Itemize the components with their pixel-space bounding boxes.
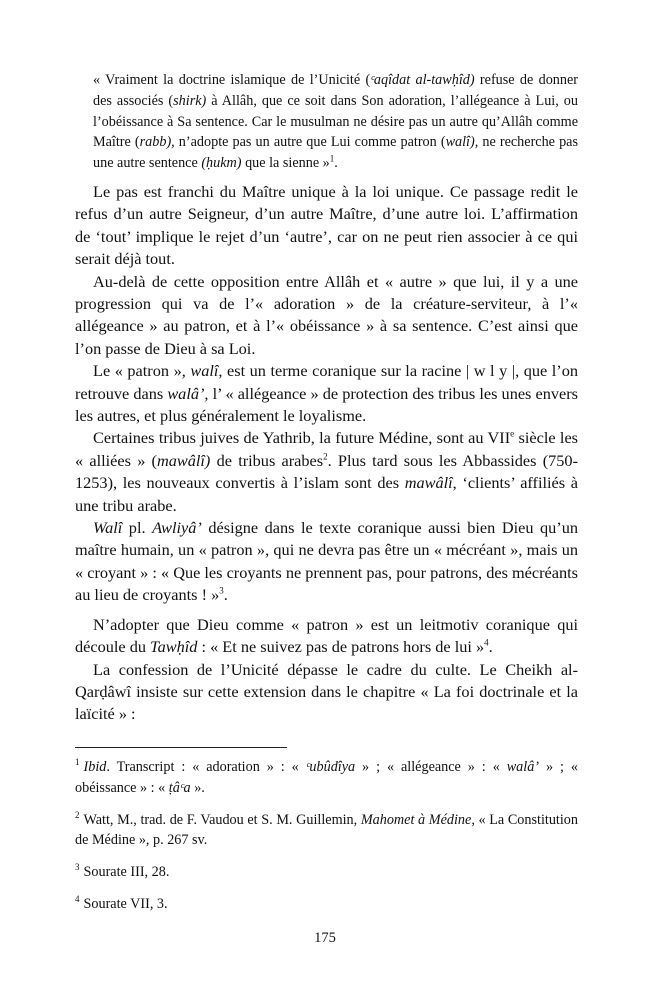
quote-text: n’adopte pas un autre que Lui comme patron ( [174, 134, 446, 151]
text: » ; « obéissance » : « [75, 759, 578, 796]
term: ᶜubûdîya [305, 759, 356, 775]
footnote-ref[interactable]: 3 [219, 585, 224, 596]
paragraph [75, 614, 578, 659]
text: » ; « allégeance » : « [355, 759, 507, 775]
text: , ‘clients’ affiliés à une tribu arabe. [75, 473, 578, 515]
quote-text: « Vraiment la doctrine islamique de l’Unicité ( [93, 72, 371, 88]
page-number: 175 [314, 930, 336, 946]
term: Awliyâ’ [152, 518, 202, 538]
footnote-number: 1 [75, 757, 80, 768]
quote-text: à Allâh, que ce soit dans Son adoration, l’allégeance à Lui, ou l’obéissance à Sa sentence. Car le musulman ne désire pas un autre qu’Allâh comme Maître ( [93, 92, 578, 151]
quote-term: ᶜaqîdat al-tawḥîd) [370, 72, 475, 88]
footnote-ref[interactable]: 4 [484, 637, 489, 648]
term: walî, [190, 361, 223, 381]
paragraph [75, 360, 578, 427]
footnote-number: 4 [75, 894, 80, 905]
quote-term: rabb), [139, 134, 175, 151]
text: pl. [122, 518, 153, 538]
term: mawâlî) [156, 450, 211, 470]
term: ṭâᶜa [168, 779, 191, 796]
footnote-ref[interactable]: 2 [323, 451, 328, 462]
paragraph [75, 427, 578, 517]
quote-term: (ḥukm) [201, 155, 242, 172]
footnote-number: 2 [75, 809, 80, 820]
text: ». [190, 779, 205, 796]
block-quote [93, 70, 578, 174]
main-text [75, 181, 578, 726]
text: siècle les « alliées » ( [75, 428, 579, 470]
term: Walî [93, 518, 123, 538]
footnote [75, 862, 578, 883]
footnote [75, 810, 578, 852]
text: Certaines tribus juives de Yathrib, la future Médine, sont au VII [93, 428, 511, 448]
text: désigne dans le texte coranique aussi bien Dieu qu’un maître humain, un « patron », qui ne devra pas être un « mécréant », mais un « croyant » : « Que les croyants ne prennent pas, pour patrons, des mécréants au lieu de croyants ! » [75, 518, 578, 605]
text: Le « patron », [93, 361, 191, 381]
quote-term: walî), [445, 134, 479, 151]
term: Ibid [83, 759, 107, 775]
term: mawâlî [404, 473, 453, 493]
text: Sourate III, 28. [83, 864, 170, 881]
text: . Plus tard sous les Abbassides (750-1253), les nouveaux convertis à l’islam sont des [75, 450, 578, 493]
footnote [75, 757, 578, 799]
text: de tribus arabes [210, 450, 324, 470]
text: l’ « allégeance » de protection des tribus les unes envers les autres, et plus généralement le loyalisme. [75, 383, 578, 426]
paragraph: Au-delà de cette opposition entre Allâh et « autre » que lui, il y a une progression qui va de l’« adoration » de la créature-serviteur, à l’« allégeance » au patron, et à l’« obéissance » à sa sentence. C’est ainsi que l’on passe de Dieu à sa Loi. [75, 271, 578, 358]
text: est un terme coranique sur la racine | w l y |, que l’on retrouve dans [75, 361, 578, 403]
footnote-ref[interactable]: 1 [329, 153, 335, 164]
quote-term: shirk) [173, 92, 207, 109]
page-body [75, 70, 578, 726]
text: : « Et ne suivez pas de patrons hors de lui » [197, 637, 485, 657]
paragraph: La confession de l’Unicité dépasse le cadre du culte. Le Cheikh al-Qarḍâwî insiste sur cette extension dans le chapitre « La foi doctrinale et la laïcité » : [75, 659, 578, 724]
term: Tawḥîd [150, 637, 198, 657]
text: « La Constitution de Médine », p. 267 sv. [75, 811, 578, 849]
footnotes [75, 757, 578, 926]
footnote [75, 894, 578, 915]
term: walâ’, [167, 383, 209, 403]
paragraph: Le pas est franchi du Maître unique à la loi unique. Ce passage redit le refus d’un autre Seigneur, d’un autre Maître, d’une autre loi. L’affirmation de ‘tout’ implique le rejet d’un ‘autre’, car on ne peut rien associer à ce qui serait déjà tout. [75, 181, 578, 269]
book-title: Mahomet à Médine, [360, 811, 475, 828]
quote-text: que la sienne » [241, 155, 330, 172]
footnote-number: 3 [75, 862, 80, 873]
text: . [488, 637, 493, 657]
footnote-separator [75, 747, 287, 748]
quote-text: refuse de donner des associés ( [93, 72, 578, 109]
text: . [223, 585, 228, 605]
superscript: e [510, 429, 515, 440]
term: walâ’ [506, 759, 540, 775]
text: Watt, M., trad. de F. Vaudou et S. M. Guillemin, [83, 811, 361, 828]
text: . Transcript : « adoration » : « [106, 759, 306, 775]
paragraph [75, 517, 578, 607]
text: N’adopter que Dieu comme « patron » est un leitmotiv coranique qui découle du [75, 614, 578, 657]
quote-text: . [334, 155, 338, 172]
text: Sourate VII, 3. [83, 895, 168, 912]
quote-text: ne recherche pas une autre sentence [93, 134, 578, 172]
